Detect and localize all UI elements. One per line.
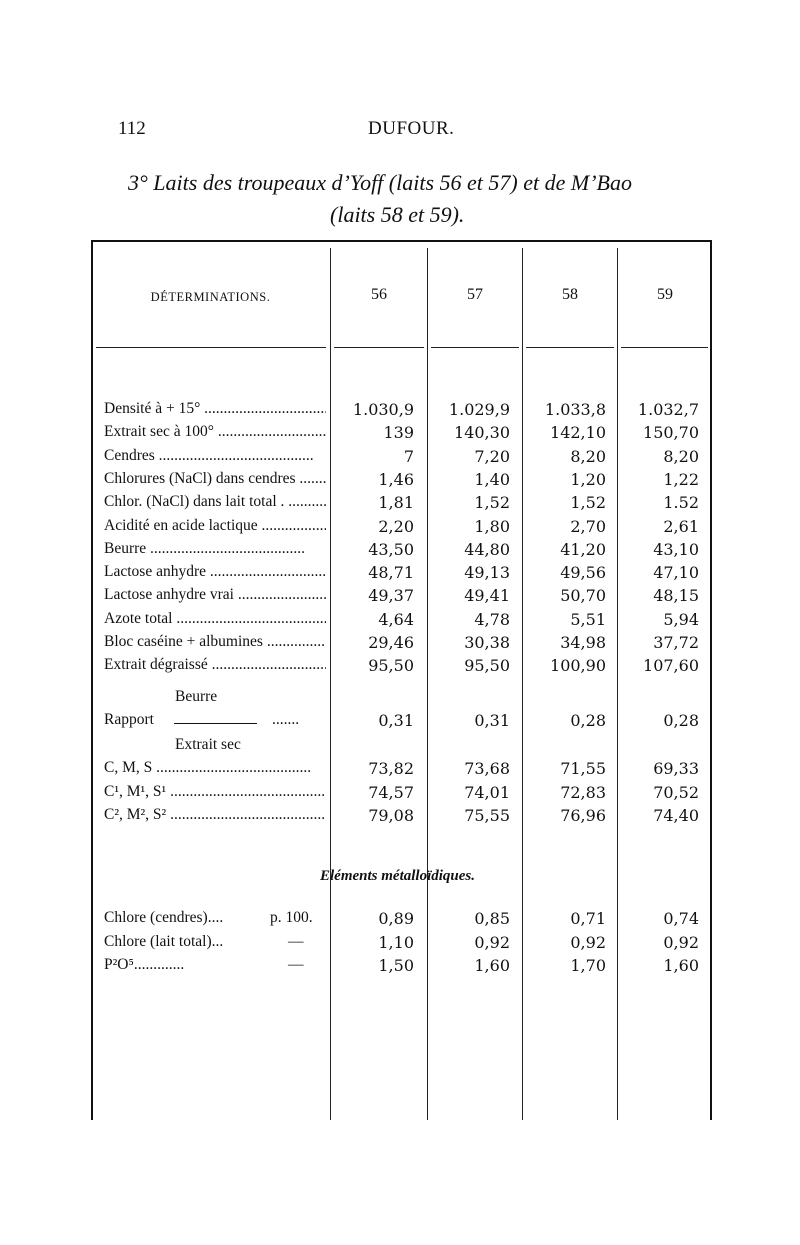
table-title-continued: (laits 58 et 59). (330, 202, 465, 227)
header-rule (96, 347, 326, 348)
table-cell-59: 107,60 (643, 656, 699, 675)
column-divider (522, 248, 523, 1120)
row-label (104, 610, 326, 628)
table-cell-56: 29,46 (368, 633, 414, 652)
row-label-text: Densité à + 15° ..... (104, 400, 326, 418)
row-label (104, 783, 326, 801)
table-cell-59: 69,33 (653, 759, 699, 778)
row-label (104, 909, 274, 927)
table-frame (91, 240, 712, 1120)
table-cell-58: 100,90 (550, 656, 606, 675)
row-label (104, 470, 326, 488)
table-cell-58: 50,70 (560, 586, 606, 605)
rapport-value-58: 0,28 (570, 711, 606, 730)
table-cell-56: 1,81 (378, 493, 414, 512)
table-cell-58: 2,70 (570, 517, 606, 536)
column-header-56: 56 (371, 286, 387, 303)
table-cell-59: 74,40 (653, 806, 699, 825)
row-label-text: Azote total ..... (104, 610, 326, 628)
row-label-text: C¹, M¹, S¹ ..... (104, 783, 326, 801)
row-label-suffix: — (288, 933, 304, 950)
row-label-text: C, M, S ..... (104, 759, 326, 777)
table-title: 3° Laits des troupeaux d’Yoff (laits 56 et 57) et de M’Bao (128, 170, 632, 195)
table-cell-59: 1.52 (663, 493, 699, 512)
table-cell-56: 2,20 (378, 517, 414, 536)
table-cell-59: 1,60 (663, 956, 699, 975)
table-cell-57: 74,01 (464, 783, 510, 802)
column-divider (330, 248, 331, 1120)
table-cell-58: 0,92 (570, 933, 606, 952)
table-cell-57: 75,55 (464, 806, 510, 825)
rapport-denominator: Extrait sec (175, 736, 241, 753)
table-cell-59: 1.032,7 (637, 400, 699, 419)
table-cell-58: 41,20 (560, 540, 606, 559)
table-cell-57: 1,52 (474, 493, 510, 512)
table-cell-56: 4,64 (378, 610, 414, 629)
table-cell-58: 76,96 (560, 806, 606, 825)
table-cell-57: 7,20 (474, 447, 510, 466)
table-cell-59: 37,72 (653, 633, 699, 652)
row-label-text: Extrait sec à 100° ..... (104, 423, 326, 441)
table-cell-56: 95,50 (368, 656, 414, 675)
row-label-text: Extrait dégraissé ..... (104, 656, 326, 674)
table-cell-58: 1,70 (570, 956, 606, 975)
table-cell-57: 1,80 (474, 517, 510, 536)
row-label-text: Chlore (lait total)... (104, 933, 224, 950)
row-label (104, 956, 274, 974)
table-cell-57: 73,68 (464, 759, 510, 778)
row-label (104, 759, 326, 777)
header-rule (431, 347, 519, 348)
row-label (104, 656, 326, 674)
row-label (104, 586, 326, 604)
column-header-59: 59 (657, 286, 673, 303)
row-label (104, 540, 326, 558)
table-cell-59: 43,10 (653, 540, 699, 559)
table-cell-58: 1.033,8 (544, 400, 606, 419)
table-cell-58: 142,10 (550, 423, 606, 442)
table-cell-56: 1.030,9 (352, 400, 414, 419)
table-cell-57: 44,80 (464, 540, 510, 559)
header-rule (526, 347, 614, 348)
table-cell-58: 71,55 (560, 759, 606, 778)
table-cell-56: 1,50 (378, 956, 414, 975)
table-cell-56: 1,46 (378, 470, 414, 489)
row-label (104, 933, 274, 951)
section-heading: Eléments métalloïdiques. (320, 868, 476, 884)
table-cell-59: 47,10 (653, 563, 699, 582)
table-cell-57: 30,38 (464, 633, 510, 652)
column-header-58: 58 (562, 286, 578, 303)
row-label (104, 806, 326, 824)
rapport-numerator: Beurre (175, 688, 218, 705)
table-cell-56: 7 (403, 447, 414, 466)
rapport-value-57: 0,31 (474, 711, 510, 730)
table-cell-56: 1,10 (378, 933, 414, 952)
table-cell-58: 8,20 (570, 447, 606, 466)
table-cell-58: 0,71 (570, 909, 606, 928)
row-label-text: Bloc caséine + albumines ..... (104, 633, 326, 651)
rapport-value-59: 0,28 (663, 711, 699, 730)
row-label-text: Beurre ..... (104, 540, 326, 558)
table-cell-56: 43,50 (368, 540, 414, 559)
row-label (104, 493, 326, 511)
table-cell-56: 79,08 (368, 806, 414, 825)
row-label-text: Lactose anhydre vrai ..... (104, 586, 326, 604)
table-cell-59: 70,52 (653, 783, 699, 802)
column-header-determinations: DÉTERMINATIONS. (150, 290, 271, 304)
table-cell-58: 49,56 (560, 563, 606, 582)
table-cell-58: 34,98 (560, 633, 606, 652)
rapport-label: Rapport (104, 711, 154, 728)
table-cell-57: 0,85 (474, 909, 510, 928)
table-cell-59: 150,70 (643, 423, 699, 442)
row-label-text: Lactose anhydre ..... (104, 563, 326, 581)
running-head: DUFOUR. (368, 118, 455, 139)
table-cell-58: 72,83 (560, 783, 606, 802)
row-label-text: Chlorures (NaCl) dans cendres ..... (104, 470, 326, 488)
row-label-text: Chlore (cendres).... (104, 909, 224, 926)
table-cell-56: 139 (383, 423, 414, 442)
row-label (104, 400, 326, 418)
table-cell-57: 4,78 (474, 610, 510, 629)
table-cell-57: 95,50 (464, 656, 510, 675)
page-number: 112 (118, 118, 146, 139)
table-cell-59: 0,74 (663, 909, 699, 928)
row-label-suffix: — (288, 956, 304, 973)
table-cell-56: 74,57 (368, 783, 414, 802)
table-cell-57: 1.029,9 (448, 400, 510, 419)
table-cell-57: 49,13 (464, 563, 510, 582)
row-label (104, 423, 326, 441)
column-header-57: 57 (467, 286, 483, 303)
row-label-text: Chlor. (NaCl) dans lait total . ..... (104, 493, 326, 511)
table-cell-57: 49,41 (464, 586, 510, 605)
table-cell-59: 8,20 (663, 447, 699, 466)
table-cell-59: 2,61 (663, 517, 699, 536)
header-rule (334, 347, 424, 348)
row-label-suffix: p. 100. (270, 909, 313, 926)
table-cell-58: 1,20 (570, 470, 606, 489)
rapport-value-56: 0,31 (378, 711, 414, 730)
table-cell-57: 140,30 (454, 423, 510, 442)
table-cell-57: 0,92 (474, 933, 510, 952)
table-cell-59: 5,94 (663, 610, 699, 629)
table-cell-58: 5,51 (570, 610, 606, 629)
column-divider (617, 248, 618, 1120)
table-cell-58: 1,52 (570, 493, 606, 512)
row-label-text: C², M², S² ..... (104, 806, 326, 824)
fraction-bar (174, 723, 257, 724)
rapport-dots: ....... (272, 711, 300, 728)
row-label (104, 447, 326, 465)
table-cell-56: 73,82 (368, 759, 414, 778)
table-cell-59: 0,92 (663, 933, 699, 952)
row-label-text: Acidité en acide lactique ..... (104, 517, 326, 535)
column-divider (427, 248, 428, 1120)
table-cell-56: 49,37 (368, 586, 414, 605)
header-rule (621, 347, 708, 348)
row-label (104, 517, 326, 535)
table-cell-57: 1,40 (474, 470, 510, 489)
table-cell-57: 1,60 (474, 956, 510, 975)
table-cell-56: 0,89 (378, 909, 414, 928)
table-cell-59: 48,15 (653, 586, 699, 605)
row-label (104, 563, 326, 581)
table-cell-59: 1,22 (663, 470, 699, 489)
row-label-text: Cendres ..... (104, 447, 326, 465)
row-label-text: P²O⁵............. (104, 956, 185, 973)
row-label (104, 633, 326, 651)
table-cell-56: 48,71 (368, 563, 414, 582)
